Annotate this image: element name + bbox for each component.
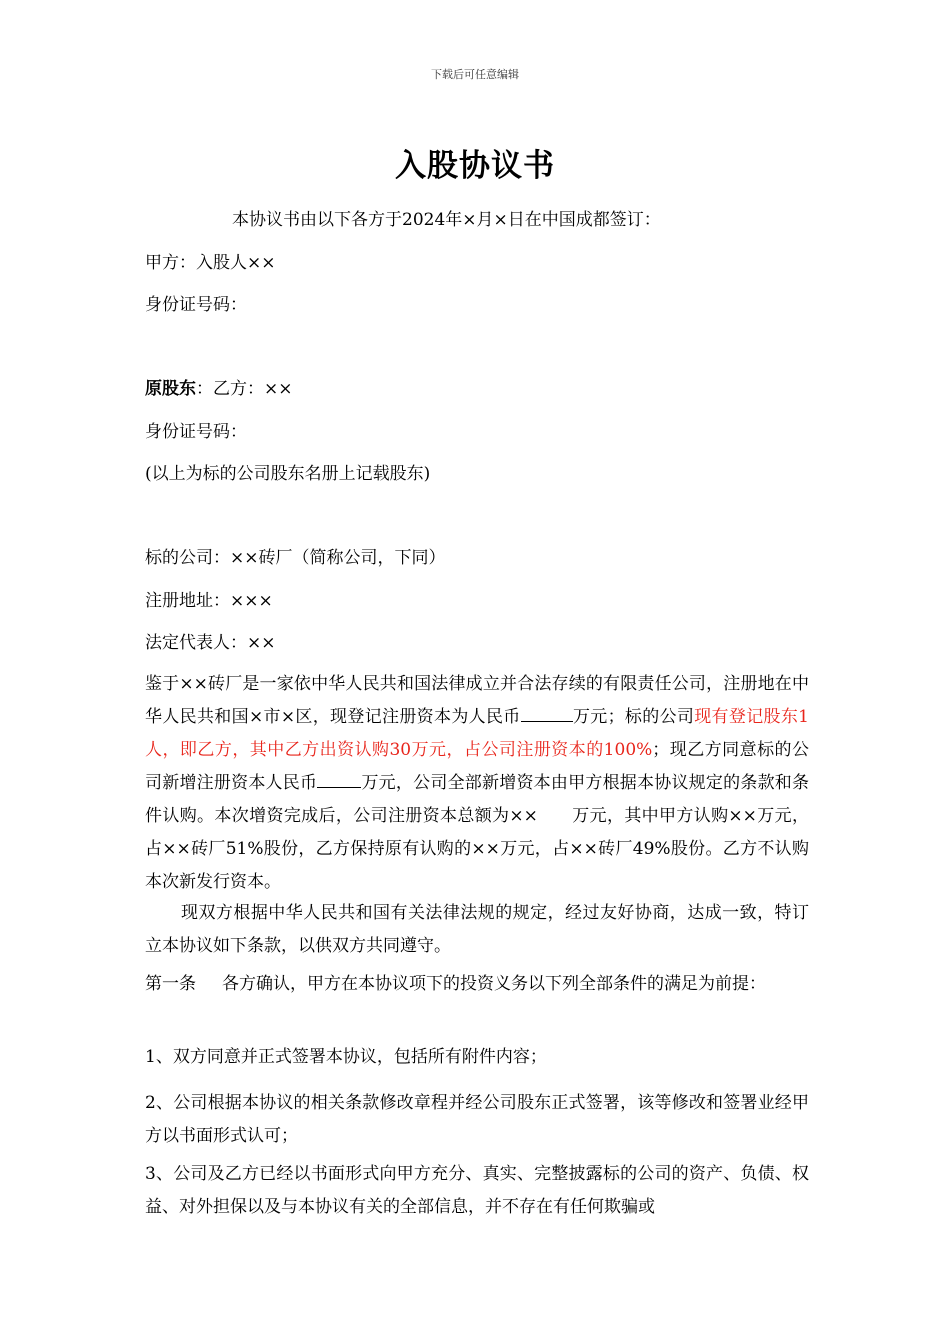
party-b-id-line: 身份证号码： [145,422,247,442]
header-note: 下载后可任意编辑 [431,68,519,81]
whereas-paragraph [145,668,809,899]
whereas-seg-2: 万元；标的公司 [572,707,695,727]
company-address-line: 注册地址：××× [145,591,273,611]
whereas-seg-1: 鉴于××砖厂是一家依中华人民共和国法律成立并合法存续的有限责任公司，注册地在中华人民共和国×市×区，现登记注册资本为人民币 [145,674,809,727]
party-b-name: 乙方：×× [213,379,293,399]
article-one-text: 各方确认，甲方在本协议项下的投资义务以下列全部条件的满足为前提： [222,974,766,994]
party-b-colon: ： [196,379,213,399]
original-shareholder-label: 原股东 [145,379,196,399]
intro-line: 本协议书由以下各方于2024年×月×日在中国成都签订： [232,210,661,230]
company-name-line: 标的公司：××砖厂（简称公司，下同） [145,548,446,568]
condition-2: 2、公司根据本协议的相关条款修改章程并经公司股东正式签署，该等修改和签署业经甲方以书面形式认可； [145,1093,809,1146]
shareholder-note: (以上为标的公司股东名册上记载股东) [145,464,431,484]
agreement-paragraph: 现双方根据中华人民共和国有关法律法规的规定，经过友好协商，达成一致，特订立本协议如下条款，以供双方共同遵守。 [145,903,809,956]
condition-3: 3、公司及乙方已经以书面形式向甲方充分、真实、完整披露标的公司的资产、负债、权益、对外担保以及与本协议有关的全部信息，并不存在有任何欺骗或 [145,1164,809,1217]
whereas-seg-4: 万元，公司全部新增资本由甲方根据本协议规定的条款和条件认购。本次增资完成后，公司注册资本总额为×× [145,773,810,826]
whereas-highlight: 现有登记股东1人，即乙方，其中乙方出资认购30万元，占公司注册资本的100% [145,707,809,760]
document-title: 入股协议书 [395,148,555,184]
party-a-id-line: 身份证号码： [145,295,247,315]
whereas-seg-3: ；现乙方同意标的公司新增注册资本人民币 [145,740,810,793]
article-one [145,968,809,1001]
party-a-line: 甲方：入股人×× [145,253,276,273]
article-one-head: 第一条 [145,974,196,994]
legal-rep-line: 法定代表人：×× [145,633,276,653]
condition-1: 1、双方同意并正式签署本协议，包括所有附件内容； [145,1047,547,1067]
new-capital-blank [317,770,361,788]
party-b-line [145,377,293,401]
whereas-seg-5: 万元，其中甲方认购××万元，占××砖厂51%股份，乙方保持原有认购的××万元，占××砖厂49%股份。乙方不认购本次新发行资本。 [145,806,809,892]
capital-blank [521,704,573,722]
